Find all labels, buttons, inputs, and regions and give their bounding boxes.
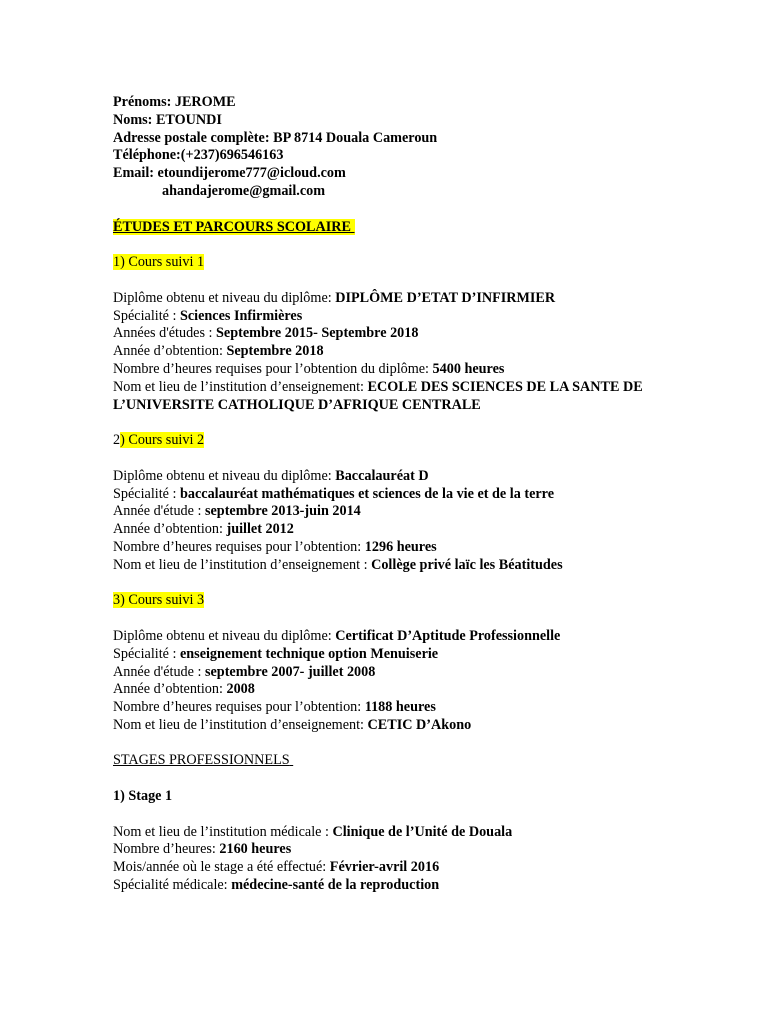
field-label: Nombre d’heures: bbox=[113, 841, 220, 858]
cours-1-specialite bbox=[113, 308, 673, 326]
cours-1-obtention bbox=[113, 343, 673, 361]
field-label: Nom et lieu de l’institution médicale : bbox=[113, 823, 333, 840]
spacer bbox=[113, 806, 673, 824]
stage-1-periode bbox=[113, 859, 673, 877]
field-value: 5400 heures bbox=[432, 360, 505, 377]
field-value: juillet 2012 bbox=[226, 521, 294, 538]
spacer bbox=[113, 735, 673, 753]
spacer bbox=[113, 236, 673, 254]
cours-1-heading-text: 1) Cours suivi 1 bbox=[113, 254, 205, 271]
field-label: Année d’obtention: bbox=[113, 521, 227, 538]
cours-2-heading bbox=[113, 432, 673, 450]
field-label: Nombre d’heures requises pour l’obtention: bbox=[113, 538, 365, 555]
field-value: 2160 heures bbox=[219, 841, 292, 858]
address-line: Adresse postale complète: BP 8714 Douala Cameroun bbox=[113, 129, 438, 146]
field-label: Diplôme obtenu et niveau du diplôme: bbox=[113, 467, 336, 484]
field-value: 2008 bbox=[226, 681, 255, 698]
spacer bbox=[113, 610, 673, 628]
field-value: ECOLE DES SCIENCES DE LA SANTE DE L’UNIVERSITE CATHOLIQUE D’AFRIQUE CENTRALE bbox=[113, 378, 643, 413]
field-label: Spécialité : bbox=[113, 485, 180, 502]
field-label: Nombre d’heures requises pour l’obtention: bbox=[113, 699, 365, 716]
cours-2-obtention bbox=[113, 521, 673, 539]
stage-1-specialite bbox=[113, 877, 673, 895]
stage-1-institution bbox=[113, 824, 673, 842]
section-heading-etudes bbox=[113, 219, 673, 237]
cours-1-annees bbox=[113, 325, 673, 343]
field-value: baccalauréat mathématiques et sciences de la vie et de la terre bbox=[179, 485, 555, 502]
heading-trailing-space bbox=[290, 752, 294, 768]
field-label: Spécialité médicale: bbox=[113, 877, 232, 894]
cours-2-specialite bbox=[113, 486, 673, 504]
cours-3-obtention bbox=[113, 681, 673, 699]
document-body bbox=[113, 94, 673, 895]
field-label: Nom et lieu de l’institution d’enseignement: bbox=[113, 716, 368, 733]
email-line-secondary: ahandajerome@gmail.com bbox=[162, 182, 326, 199]
field-value: Septembre 2015- Septembre 2018 bbox=[216, 325, 419, 342]
field-label: Année d'étude : bbox=[113, 663, 205, 680]
cours-3-diplome bbox=[113, 628, 673, 646]
field-value: 1296 heures bbox=[364, 538, 437, 555]
cours-3-heures bbox=[113, 699, 673, 717]
field-value: Sciences Infirmières bbox=[179, 307, 303, 324]
phone-line: Téléphone:(+237)696546163 bbox=[113, 147, 284, 164]
spacer bbox=[113, 414, 673, 432]
cours-3-institution bbox=[113, 717, 673, 735]
field-value: enseignement technique option Menuiserie bbox=[179, 645, 439, 662]
spacer bbox=[113, 575, 673, 593]
heading-trailing-space bbox=[351, 219, 355, 235]
section-heading-stages-text: STAGES PROFESSIONNELS bbox=[113, 752, 290, 769]
cours-2-heures bbox=[113, 539, 673, 557]
spacer bbox=[113, 770, 673, 788]
field-value: Certificat D’Aptitude Professionnelle bbox=[335, 627, 561, 644]
spacer bbox=[113, 450, 673, 468]
cours-1-institution bbox=[113, 379, 673, 415]
field-label: Nom et lieu de l’institution d’enseignement: bbox=[113, 378, 368, 395]
field-value: DIPLÔME D’ETAT D’INFIRMIER bbox=[335, 289, 556, 306]
field-label: Nom et lieu de l’institution d’enseignement : bbox=[113, 556, 372, 573]
field-value: Septembre 2018 bbox=[226, 343, 324, 360]
email-line: Email: etoundijerome777@icloud.com bbox=[113, 165, 346, 182]
cours-3-specialite bbox=[113, 646, 673, 664]
noms-line: Noms: ETOUNDI bbox=[113, 111, 222, 128]
field-value: Clinique de l’Unité de Douala bbox=[332, 823, 513, 840]
cours-3-heading bbox=[113, 592, 673, 610]
field-label: Spécialité : bbox=[113, 307, 180, 324]
field-value: Février-avril 2016 bbox=[329, 859, 440, 876]
cours-2-annees bbox=[113, 503, 673, 521]
field-value: Baccalauréat D bbox=[335, 467, 429, 484]
section-heading-stages bbox=[113, 752, 673, 770]
cours-2-diplome bbox=[113, 468, 673, 486]
field-value: septembre 2007- juillet 2008 bbox=[204, 663, 376, 680]
stage-1-heading: 1) Stage 1 bbox=[113, 788, 173, 805]
field-label: Année d’obtention: bbox=[113, 343, 227, 360]
field-value: septembre 2013-juin 2014 bbox=[204, 503, 361, 520]
cours-1-heures bbox=[113, 361, 673, 379]
spacer bbox=[113, 201, 673, 219]
cours-2-heading-prefix: 2 bbox=[113, 432, 121, 449]
field-label: Nombre d’heures requises pour l’obtention du diplôme: bbox=[113, 360, 433, 377]
cours-3-annees bbox=[113, 664, 673, 682]
field-label: Année d’obtention: bbox=[113, 681, 227, 698]
section-heading-etudes-text: ÉTUDES ET PARCOURS SCOLAIRE bbox=[113, 218, 351, 235]
spacer bbox=[113, 272, 673, 290]
field-label: Mois/année où le stage a été effectué: bbox=[113, 859, 330, 876]
field-label: Diplôme obtenu et niveau du diplôme: bbox=[113, 627, 336, 644]
cours-3-heading-text: 3) Cours suivi 3 bbox=[113, 592, 205, 609]
field-label: Diplôme obtenu et niveau du diplôme: bbox=[113, 289, 336, 306]
prenoms-line: Prénoms: JEROME bbox=[113, 94, 236, 110]
field-value: médecine-santé de la reproduction bbox=[231, 877, 440, 894]
cours-2-institution bbox=[113, 557, 673, 575]
stage-1-heures bbox=[113, 841, 673, 859]
cours-2-heading-text: ) Cours suivi 2 bbox=[120, 432, 205, 449]
field-value: 1188 heures bbox=[364, 699, 436, 716]
cours-1-heading bbox=[113, 254, 673, 272]
field-label: Spécialité : bbox=[113, 645, 180, 662]
field-label: Années d'études : bbox=[113, 325, 217, 342]
cours-1-diplome bbox=[113, 290, 673, 308]
field-value: CETIC D’Akono bbox=[367, 716, 472, 733]
field-label: Année d'étude : bbox=[113, 503, 205, 520]
field-value: Collège privé laïc les Béatitudes bbox=[371, 556, 563, 573]
